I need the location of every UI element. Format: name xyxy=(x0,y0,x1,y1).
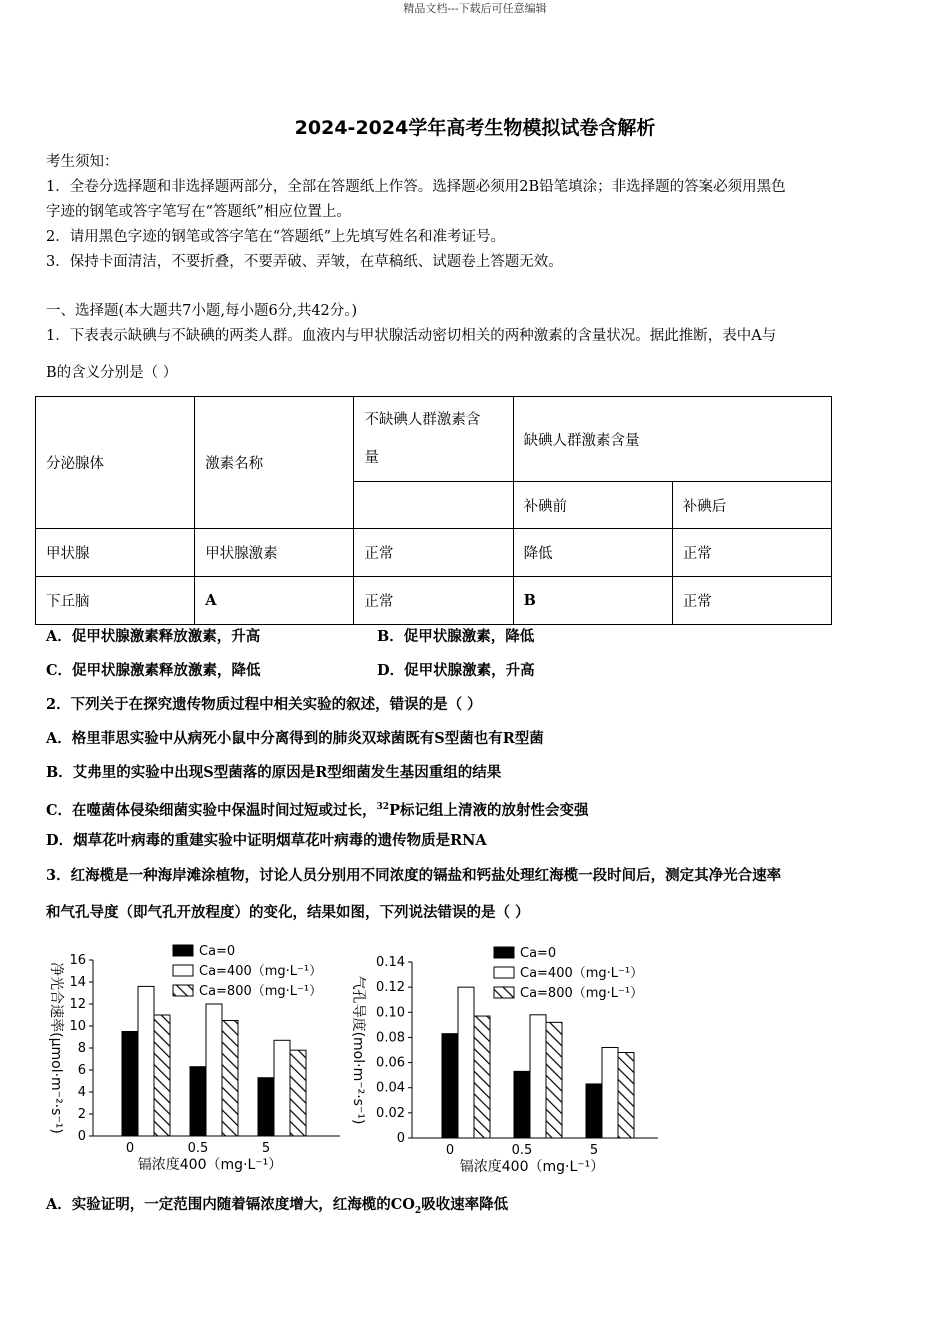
bar xyxy=(274,1040,290,1136)
q2-option-b: B．艾弗里的实验中出现S型菌落的原因是R型细菌发生基因重组的结果 xyxy=(46,764,502,781)
cell-normal: 正常 xyxy=(354,577,513,625)
bar xyxy=(122,1032,138,1137)
cell-hormone: 甲状腺激素 xyxy=(195,529,354,577)
bar xyxy=(546,1022,562,1138)
x-tick-label: 0 xyxy=(445,1143,455,1158)
q1-option-a: A．促甲状腺激素释放激素，升高 xyxy=(46,628,261,645)
header-normal: 不缺碘人群激素含 量 xyxy=(354,397,513,482)
legend-swatch xyxy=(173,965,193,976)
net-photosynthesis-chart xyxy=(40,940,340,1182)
cell-before: 降低 xyxy=(513,529,672,577)
y-tick-label: 0.06 xyxy=(376,1055,405,1071)
legend-label: Ca=0 xyxy=(199,944,236,959)
cell-after: 正常 xyxy=(672,529,831,577)
notice-line-1a: 1．全卷分选择题和非选择题两部分，全部在答题纸上作答。选择题必须用2B铅笔填涂；非选择题的答案必须用黑色 xyxy=(46,179,786,195)
notice-line-3: 3．保持卡面清洁，不要折叠，不要弄破、弄皱，在草稿纸、试题卷上答题无效。 xyxy=(46,254,563,270)
cell-gland: 下丘脑 xyxy=(36,577,195,625)
notice-line-2: 2．请用黑色字迹的钢笔或答字笔在“答题纸”上先填写姓名和准考证号。 xyxy=(46,229,506,245)
header-hormone: 激素名称 xyxy=(195,397,354,529)
y-tick-label: 0.02 xyxy=(376,1105,405,1121)
x-tick-label: 0.5 xyxy=(511,1143,533,1158)
y-tick-label: 10 xyxy=(69,1019,86,1034)
q3-option-a: A．实验证明，一定范围内随着镉浓度增大，红海榄的$CO_2$吸收速率降低 xyxy=(46,1196,509,1216)
cell-hormone: A xyxy=(195,577,354,625)
header-after: 补碘后 xyxy=(672,482,831,529)
legend-label: Ca=400（mg·L⁻¹） xyxy=(199,964,323,979)
q1-option-c: C．促甲状腺激素释放激素，降低 xyxy=(46,662,261,679)
x-axis-label: 镉浓度400（mg·L⁻¹） xyxy=(137,1157,283,1173)
legend-label: Ca=400（mg·L⁻¹） xyxy=(520,966,644,981)
bar xyxy=(618,1053,634,1138)
q2-option-d: D．烟草花叶病毒的重建实验中证明烟草花叶病毒的遗传物质是RNA xyxy=(46,832,487,849)
legend-swatch xyxy=(494,947,514,958)
table-row xyxy=(36,529,832,577)
q1-table xyxy=(35,396,832,625)
bar xyxy=(222,1021,238,1137)
q3-stem-b: 和气孔导度（即气孔开放程度）的变化，结果如图，下列说法错误的是（ ） xyxy=(46,904,530,921)
bar xyxy=(602,1047,618,1138)
y-tick-label: 12 xyxy=(69,997,86,1012)
bar xyxy=(530,1015,546,1138)
bar xyxy=(474,1016,490,1138)
x-tick-label: 5 xyxy=(261,1141,271,1156)
q3-stem-a: 3．红海榄是一种海岸滩涂植物，讨论人员分别用不同浓度的镉盐和钙盐处理红海榄一段时间后，测定其净光合速率 xyxy=(46,867,782,884)
legend-swatch xyxy=(173,945,193,956)
legend-swatch xyxy=(494,987,514,998)
y-tick-label: 16 xyxy=(69,953,86,968)
watermark: 精品文档---下载后可任意编辑 xyxy=(403,2,547,15)
y-tick-label: 0.14 xyxy=(376,955,405,970)
x-tick-label: 5 xyxy=(589,1143,599,1158)
x-tick-label: 0.5 xyxy=(187,1141,209,1156)
stomatal-conductance-chart xyxy=(342,940,672,1182)
y-tick-label: 8 xyxy=(77,1041,86,1056)
q2-option-a: A．格里菲思实验中从病死小鼠中分离得到的肺炎双球菌既有S型菌也有R型菌 xyxy=(46,730,544,747)
page-title: 2024-2024学年高考生物模拟试卷含解析 xyxy=(294,117,656,139)
legend-label: Ca=0 xyxy=(520,946,557,961)
bar xyxy=(258,1078,274,1136)
bar xyxy=(458,987,474,1138)
notice-heading: 考生须知： xyxy=(46,154,119,170)
y-tick-label: 2 xyxy=(77,1107,86,1122)
y-tick-label: 6 xyxy=(77,1063,86,1078)
header-before: 补碘前 xyxy=(513,482,672,529)
bar xyxy=(206,1004,222,1136)
y-tick-label: 0.10 xyxy=(376,1005,405,1021)
legend-label: Ca=800（mg·L⁻¹） xyxy=(520,986,644,1001)
header-deficient: 缺碘人群激素含量 xyxy=(513,397,831,482)
header-empty xyxy=(354,482,513,529)
bar xyxy=(514,1071,530,1138)
y-tick-label: 4 xyxy=(77,1085,86,1100)
q2-stem: 2．下列关于在探究遗传物质过程中相关实验的叙述，错误的是（ ） xyxy=(46,696,482,713)
legend-swatch xyxy=(494,967,514,978)
q1-stem-a: 1．下表表示缺碘与不缺碘的两类人群。血液内与甲状腺活动密切相关的两种激素的含量状况。据此推断，表中A与 xyxy=(46,328,777,344)
y-tick-label: 0.12 xyxy=(376,980,405,996)
bar xyxy=(442,1034,458,1138)
legend-label: Ca=800（mg·L⁻¹） xyxy=(199,984,323,999)
x-tick-label: 0 xyxy=(125,1141,135,1156)
bar xyxy=(586,1084,602,1138)
y-tick-label: 0.04 xyxy=(376,1080,405,1096)
q2-option-c: C．在噬菌体侵染细菌实验中保温时间过短或过长，$^{32}$P标记组上清液的放射性会变强 xyxy=(46,801,589,819)
bar xyxy=(138,986,154,1136)
bar xyxy=(290,1050,306,1136)
q1-option-b: B．促甲状腺激素，降低 xyxy=(377,628,535,645)
bar xyxy=(154,1015,170,1136)
y-axis-label: 气孔导度(mol·m⁻²·s⁻¹) xyxy=(350,975,366,1125)
y-tick-label: 0 xyxy=(77,1129,86,1144)
cell-after: 正常 xyxy=(672,577,831,625)
header-gland: 分泌腺体 xyxy=(36,397,195,529)
x-axis-label: 镉浓度400（mg·L⁻¹） xyxy=(459,1159,605,1175)
table-row xyxy=(36,577,832,625)
y-axis-label: 净光合速率(μmol·m⁻²·s⁻¹) xyxy=(48,962,64,1134)
cell-gland: 甲状腺 xyxy=(36,529,195,577)
notice-line-1b: 字迹的钢笔或答字笔写在“答题纸”相应位置上。 xyxy=(46,204,351,220)
legend-swatch xyxy=(173,985,193,996)
y-tick-label: 0.08 xyxy=(376,1030,405,1046)
bar xyxy=(190,1067,206,1136)
cell-before: B xyxy=(513,577,672,625)
y-tick-label: 0 xyxy=(396,1131,405,1146)
q1-option-d: D．促甲状腺激素，升高 xyxy=(377,662,535,679)
section-heading: 一、选择题(本大题共7小题,每小题6分,共42分。) xyxy=(46,303,358,319)
y-tick-label: 14 xyxy=(69,975,86,990)
q1-stem-b: B的含义分别是（ ） xyxy=(46,365,178,381)
cell-normal: 正常 xyxy=(354,529,513,577)
